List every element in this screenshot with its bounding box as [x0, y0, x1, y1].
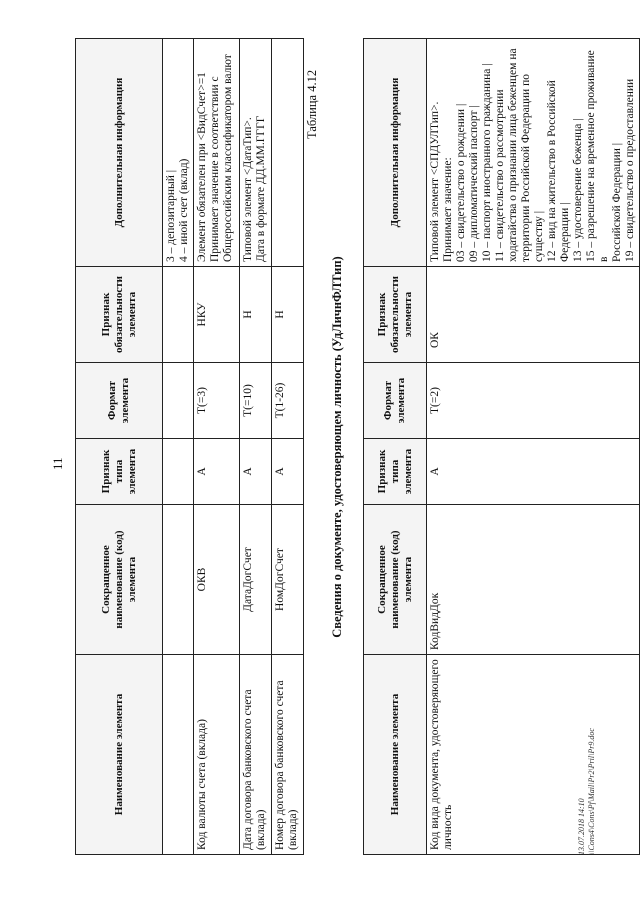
type-cell: А [240, 439, 272, 505]
extra-line: 19 – свидетельство о предоставлении [624, 78, 636, 262]
header-name: Наименование элемента [76, 655, 163, 855]
file-footer [577, 728, 597, 855]
format-cell: T(=10) [240, 363, 272, 439]
extra-line: Принимает значение: [442, 157, 454, 262]
extra-cell [194, 39, 240, 267]
extra-line: Типовой элемент <ДатаТип>. [242, 117, 254, 262]
extra-line: 11 – свидетельство о рассмотрении [494, 89, 506, 262]
table-header-row [364, 39, 427, 855]
extra-line: Дата в формате ДД.ММ.ГГГГ [255, 115, 267, 262]
mandatory-cell: Н [240, 267, 272, 363]
extra-line: ходатайства о признании лица беженцем на [507, 48, 519, 262]
header-name: Наименование элемента [364, 655, 427, 855]
header-type: Признак типа элемента [364, 439, 427, 505]
header-mandatory: Признак обязательности элемента [76, 267, 163, 363]
table-header-row [76, 39, 163, 855]
header-format: Формат элемента [76, 363, 163, 439]
extra-line: 03 – свидетельство о рождении | [455, 103, 467, 262]
extra-cell [427, 39, 640, 267]
name-cell: Дата договора банковского счета (вклада) [240, 655, 272, 855]
type-cell: А [272, 439, 304, 505]
footer-line: \\Cons4\Cons\Pf\Mail\Pr2\Pril\Pr9.doc [587, 728, 596, 855]
name-cell: Код валюты счета (вклада) [194, 655, 240, 855]
header-extra: Дополнительная информация [76, 39, 163, 267]
extra-line: Элемент обязателен при <ВидСчет>=1 [196, 72, 208, 262]
extra-cell [272, 39, 304, 267]
extra-line: 3 – депозитарный | [165, 169, 177, 262]
mandatory-cell: Н [272, 267, 304, 363]
short-name-cell: ДатаДогСчет [240, 505, 272, 655]
extra-line: существу | [533, 210, 545, 262]
table-row [272, 39, 304, 855]
format-cell: T(=2) [427, 363, 640, 439]
short-name-cell: КодВидДок [427, 505, 640, 655]
extra-line: Принимает значение в соответствии с [209, 76, 221, 262]
format-cell: T(1-26) [272, 363, 304, 439]
extra-cell [163, 39, 194, 267]
extra-cell [240, 39, 272, 267]
header-mandatory: Признак обязательности элемента [364, 267, 427, 363]
extra-line: Российской Федерации | [611, 142, 623, 262]
extra-line: Типовой элемент <СПДУЛТип>. [429, 101, 441, 262]
extra-line: территории Российской Федерации по [520, 74, 532, 262]
format-cell: T(=3) [194, 363, 240, 439]
header-format: Формат элемента [364, 363, 427, 439]
type-cell: А [427, 439, 640, 505]
extra-line: 13 – удостоверение беженца | [572, 118, 584, 262]
table-row [427, 39, 640, 855]
type-cell: А [194, 439, 240, 505]
short-name-cell: ОКВ [194, 505, 240, 655]
extra-line: 4 – иной счет (вклад) [178, 158, 190, 262]
header-extra: Дополнительная информация [364, 39, 427, 267]
section-title: Сведения о документе, удостоверяющем личность (УдЛичнФЛТип) [330, 256, 344, 638]
extra-line: Общероссийским классификатором валют [222, 54, 234, 262]
footer-line: 13.07.2018 14:10 [577, 798, 586, 855]
short-name-cell: НомДогСчет [272, 505, 304, 655]
table-row [240, 39, 272, 855]
table-row [194, 39, 240, 855]
name-cell: Номер договора банковского счета (вклада) [272, 655, 304, 855]
mandatory-cell: НКУ [194, 267, 240, 363]
header-type: Признак типа элемента [76, 439, 163, 505]
extra-line: 15 – разрешение на временное проживание в [585, 50, 610, 262]
page-number: 11 [50, 457, 65, 470]
mandatory-cell: ОК [427, 267, 640, 363]
extra-line: 12 – вид на жительство в Российской [546, 80, 558, 262]
header-short-name: Сокращенное наименование (код) элемента [364, 505, 427, 655]
name-cell: Код вида документа, удостоверяющего личность [427, 655, 640, 855]
header-short-name: Сокращенное наименование (код) элемента [76, 505, 163, 655]
extra-line: 10 – паспорт иностранного гражданина | [481, 63, 493, 262]
extra-line: Федерации | [559, 202, 571, 262]
table-row [163, 39, 194, 855]
extra-line: 09 – дипломатический паспорт | [468, 105, 480, 262]
table-number: Таблица 4.12 [305, 69, 319, 139]
rotated-sheet [15, 15, 636, 895]
document-table [363, 38, 640, 855]
elements-table [75, 38, 304, 855]
